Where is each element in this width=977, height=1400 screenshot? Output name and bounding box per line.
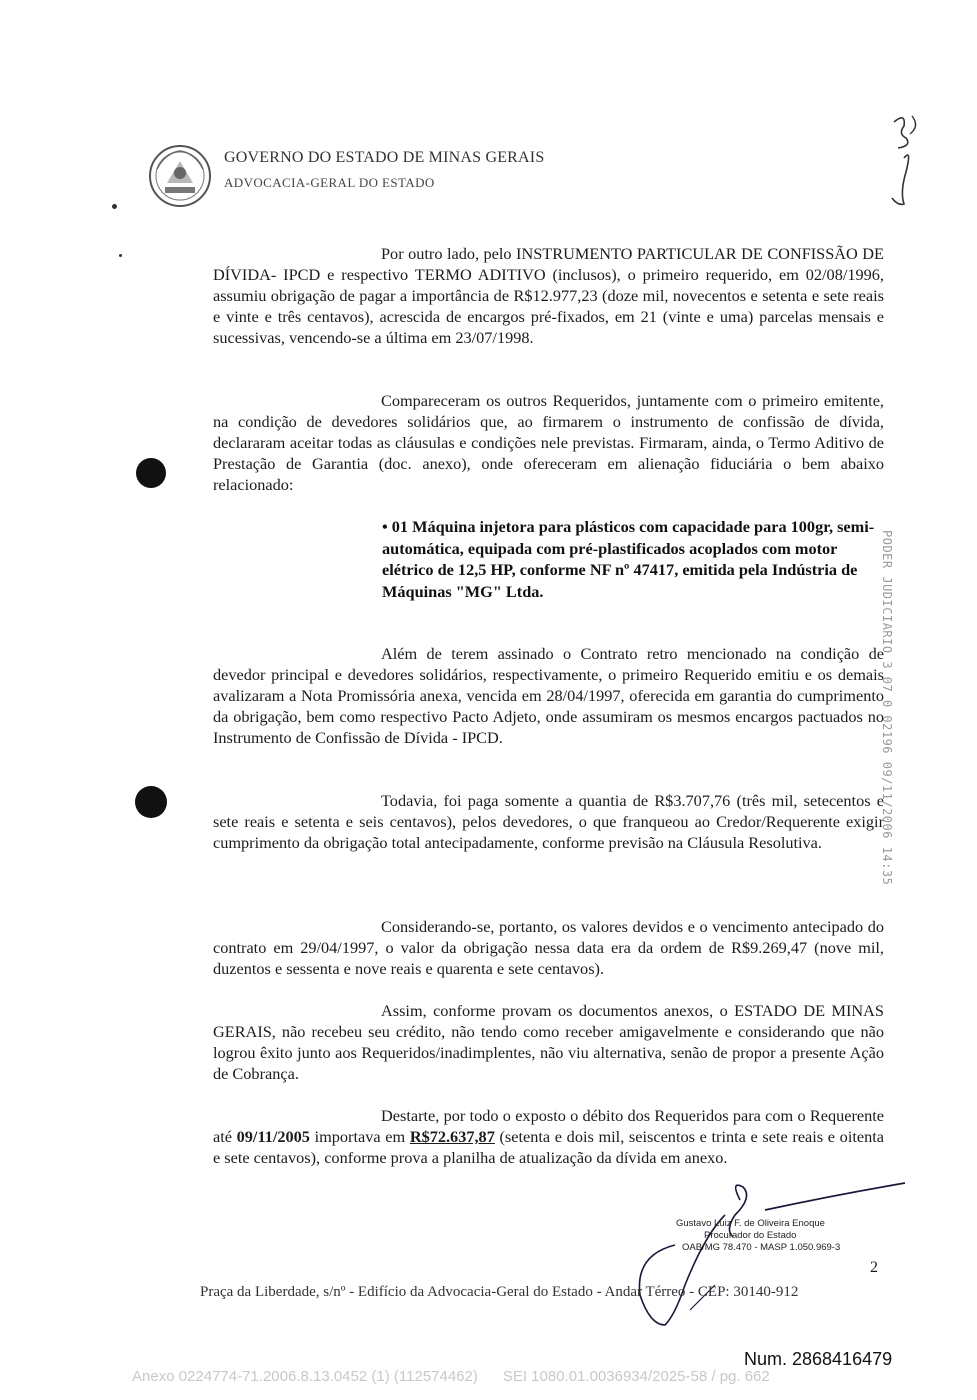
handwritten-signature xyxy=(615,1175,915,1335)
paragraph-2: Compareceram os outros Requeridos, juntamente com o primeiro emitente, na condição de devedores solidários que, ao firmarem o instrumento de confissão de dívida, declararam aceitar todas as cláusulas e condições nele previstas. Firmaram, ainda, o Termo Aditivo de Prestação de Garantia (doc. anexo), onde ofereceram em alienação fiduciária o bem abaixo relacionado: xyxy=(213,391,884,494)
debt-amount: R$72.637,87 xyxy=(409,1127,495,1146)
paragraph-5: Considerando-se, portanto, os valores devidos e o vencimento antecipado do contrato em 29/04/1997, o valor da obrigação nessa data era da ordem de R$9.269,47 (nove mil, duzentos e sessenta e nove reais e quarenta e sete centavos). xyxy=(213,917,884,978)
signer-name: Gustavo Luiz F. de Oliveira Enoque xyxy=(676,1218,825,1229)
paragraph-3: Além de terem assinado o Contrato retro mencionado na condição de devedor principal e devedores solidários, respectivamente, o primeiro Requerido emitiu e os demais avalizaram a Nota Promissória anexa, vencida em 28/04/1997, oferecida em garantia do cumprimento da obrigação, bem como respectivo Pacto Adjeto, onde assumiram os mesmos encargos pactuados no Instrumento de Confissão de Dívida - IPCD. xyxy=(213,644,884,747)
paragraph-4: Todavia, foi paga somente a quantia de R$3.707,76 (três mil, setecentos e sete reais e setenta e seis centavos), pelos devedores, o que franqueou ao Credor/Requerente exigir cumprimento da obrigação total antecipadamente, conforme previsão na Cláusula Resolutiva. xyxy=(213,791,884,852)
court-protocol-stamp: PODER JUDICIARIO 3 07 0 02196 09/11/2006 14:35 xyxy=(880,530,894,886)
handwritten-page-mark xyxy=(876,112,926,212)
signer-role: Procurador do Estado xyxy=(704,1230,797,1241)
paragraph-7: Destarte, por todo o exposto o débito dos Requeridos para com o Requerente até 09/11/2005 importava em R$72.637,87 (setenta e dois mil, seiscentos e trinta e sete reais e oitenta e sete centavos), conforme prova a planilha de atualização da dívida em anexo. xyxy=(213,1106,884,1167)
header-title: GOVERNO DO ESTADO DE MINAS GERAIS xyxy=(224,149,545,166)
signature-block xyxy=(676,1218,840,1254)
margin-mark xyxy=(112,204,117,209)
document-number: Num. 2868416479 xyxy=(744,1349,893,1369)
punch-hole-mark xyxy=(136,458,166,488)
page-number: 2 xyxy=(870,1259,878,1276)
annex-reference: Anexo 0224774-71.2006.8.13.0452 (1) (112574462) SEI 1080.01.0036934/2025-58 / pg. 662 xyxy=(132,1368,770,1385)
paragraph-1: Por outro lado, pelo INSTRUMENTO PARTICULAR DE CONFISSÃO DE DÍVIDA- IPCD e respectivo TERMO ADITIVO (inclusos), o primeiro requerido, em 02/08/1996, assumiu obrigação de pagar a importância de R$12.977,23 (doze mil, novecentos e setenta e sete reais e vinte e três centavos), acrescida de encargos pré-fixados, em 21 (vinte e uma) parcelas mensais e sucessivas, vencendo-se a última em 23/07/1998. xyxy=(213,244,884,347)
due-date: 09/11/2005 xyxy=(236,1127,310,1146)
punch-hole-mark xyxy=(135,786,167,818)
asset-bullet-item: • 01 Máquina injetora para plásticos com capacidade para 100gr, semi-automática, equipada com pré-plastificados acoplados com motor elétrico de 12,5 HP, conforme NF nº 47417, emitida pela Indústria de Máquinas "MG" Ltda. xyxy=(382,517,875,601)
header-subtitle: ADVOCACIA-GERAL DO ESTADO xyxy=(224,175,435,190)
signer-registration: OAB/MG 78.470 - MASP 1.050.969-3 xyxy=(682,1242,841,1253)
state-seal-logo xyxy=(145,143,215,209)
paragraph-6: Assim, conforme provam os documentos anexos, o ESTADO DE MINAS GERAIS, não recebeu seu crédito, não tendo como receber amigavelmente e considerando que não logrou êxito junto aos Requeridos/inadimplentes, não viu alternativa, senão de propor a presente Ação de Cobrança. xyxy=(213,1001,884,1083)
margin-mark xyxy=(119,254,122,257)
footer-address: Praça da Liberdade, s/nº - Edifício da Advocacia-Geral do Estado - Andar Térreo - CEP: 30140-912 xyxy=(200,1284,799,1300)
